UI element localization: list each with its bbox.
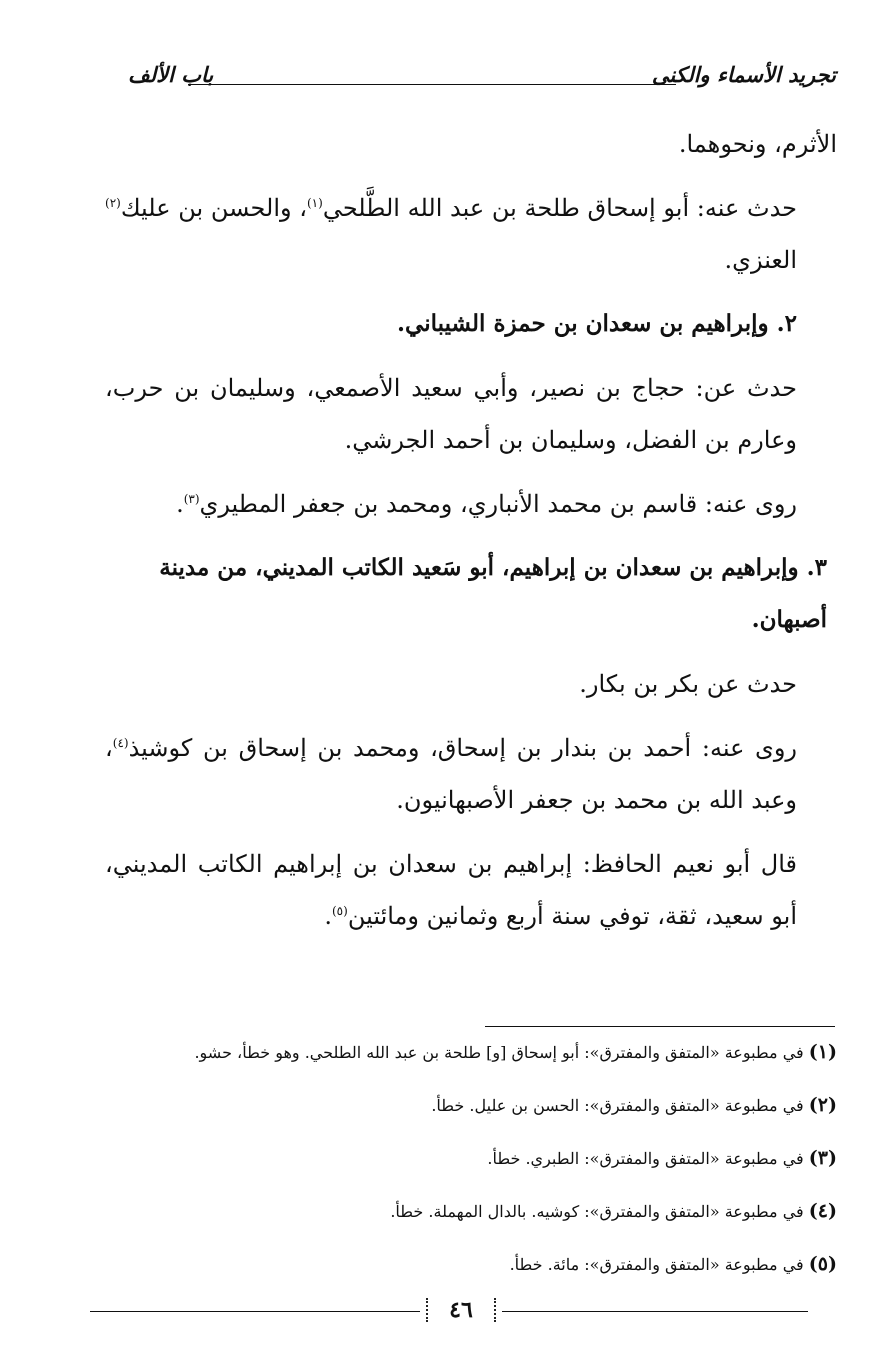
footnote-number: (١) [808, 1041, 837, 1063]
narrated-from-paragraph-2 [105, 362, 837, 466]
footnote-number: (٣) [808, 1147, 837, 1169]
footnote-3 [120, 1146, 837, 1171]
footnote-number: (٤) [808, 1200, 837, 1222]
narrated-from-text-3: حدث عن بكر بن بكار. [579, 670, 797, 698]
footnote-text: في مطبوعة «المتفق والمفترق»: أبو إسحاق [و] طلحة بن عبد الله الطلحي. وهو خطأ، حشو. [194, 1043, 809, 1062]
narrated-by-paragraph-1 [105, 182, 837, 286]
footnote-text: في مطبوعة «المتفق والمفترق»: مائة. خطأ. [509, 1255, 809, 1274]
quote-text: إبراهيم بن سعدان بن إبراهيم الكاتب المديني، أبو سعيد، ثقة، توفي سنة أربع وثمانين ومائتين [105, 850, 797, 930]
footnotes [120, 1040, 837, 1305]
header-rule [188, 84, 676, 85]
main-text [105, 118, 837, 954]
footnote-5 [120, 1252, 837, 1277]
continuation-line [105, 118, 837, 170]
footnote-2 [120, 1093, 837, 1118]
footnote-4 [120, 1199, 837, 1224]
narrated-by-paragraph-3 [105, 722, 837, 826]
narrated-by-label-3: روى عنه: [701, 734, 797, 762]
footnote-ref-3[interactable]: (٣) [183, 492, 200, 506]
footnote-text: في مطبوعة «المتفق والمفترق»: كوشيه. بالدال المهملة. خطأ. [390, 1202, 809, 1221]
narrated-by-label-2: روى عنه: [704, 490, 797, 518]
footnote-separator [485, 1026, 835, 1027]
footnote-number: (٥) [808, 1253, 837, 1275]
footnote-number: (٢) [808, 1094, 837, 1116]
continuation-text: الأثرم، ونحوهما. [678, 130, 837, 158]
footnote-text: في مطبوعة «المتفق والمفترق»: الحسن بن عليل. خطأ. [431, 1096, 809, 1115]
footnote-ref-4[interactable]: (٤) [112, 736, 129, 750]
entry-heading-3: ٣. وإبراهيم بن سعدان بن إبراهيم، أبو سَعيد الكاتب المديني، من مدينة أصبهان. [159, 554, 827, 633]
footnote-text: في مطبوعة «المتفق والمفترق»: الطبري. خطأ. [487, 1149, 809, 1168]
footnote-ref-2[interactable]: (٢) [105, 196, 121, 210]
period: . [176, 490, 184, 518]
narrated-from-paragraph-3 [105, 658, 837, 710]
narrated-by-text-2: قاسم بن محمد الأنباري، ومحمد بن جعفر المطيري [199, 490, 705, 518]
period: . [324, 902, 332, 930]
book-title: تجريد الأسماء والكنى [651, 62, 836, 87]
entry-heading-2: ٢. وإبراهيم بن سعدان بن حمزة الشيباني. [397, 310, 797, 337]
abu-nuaym-quote [105, 838, 837, 942]
narrated-by-text-3b: ، وعبد الله بن محمد بن جعفر الأصبهانيون. [105, 734, 797, 814]
narrated-by-paragraph-2 [105, 478, 837, 530]
narrated-from-text: حجاج بن نصير، وأبي سعيد الأصمعي، وسليمان بن حرب، وعارم بن الفضل، وسليمان بن أحمد الجرشي. [105, 374, 797, 454]
footnote-ref-1[interactable]: (١) [306, 196, 323, 210]
narrated-by-text-3a: أحمد بن بندار بن إسحاق، ومحمد بن إسحاق بن كوشيذ [128, 734, 702, 762]
narrators-text-a: أبو إسحاق طلحة بن عبد الله الطَّلحي [322, 194, 697, 222]
narrated-by-label: حدث عنه: [696, 194, 797, 222]
page-number: ٤٦ [420, 1294, 502, 1326]
narrated-from-label: حدث عن: [695, 374, 797, 402]
footnote-1 [120, 1040, 837, 1065]
quote-label: قال أبو نعيم الحافظ: [582, 850, 798, 878]
section-title: باب الألف [128, 62, 214, 87]
running-header [128, 62, 836, 96]
narrators-text-b: ، والحسن بن عليك [120, 194, 307, 222]
narrators-text-c: العنزي. [724, 246, 797, 274]
footnote-ref-5[interactable]: (٥) [331, 904, 348, 918]
